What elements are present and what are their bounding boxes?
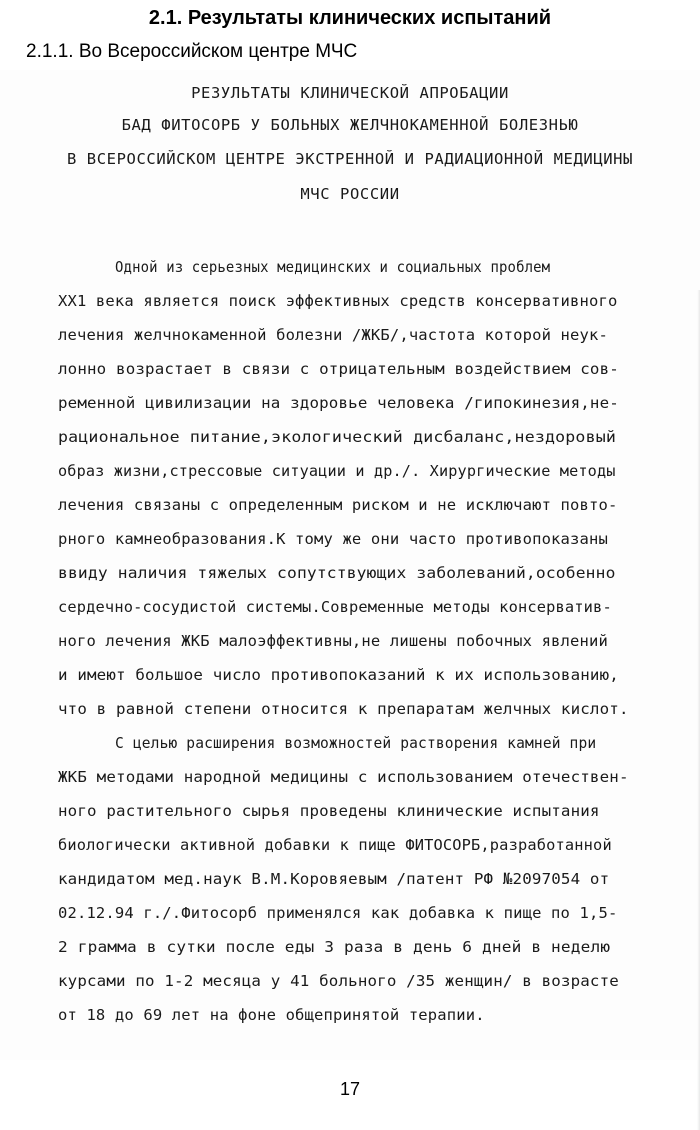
- body-line: ного лечения ЖКБ малоэффективны,не лишены побочных явлений: [58, 632, 608, 650]
- body-line: Одной из серьезных медицинских и социальных проблем: [115, 258, 551, 276]
- body-line: образ жизни,стрессовые ситуации и др./. Хирургические методы: [58, 462, 616, 480]
- section-heading: 2.1. Результаты клинических испытаний: [148, 7, 552, 29]
- body-line: С целью расширения возможностей растворения камней при: [115, 734, 597, 752]
- body-line: и имеют большое число противопоказаний к их использованию,: [58, 666, 619, 684]
- body-line: лонно возрастает в связи с отрицательным воздействием сов-: [58, 360, 619, 378]
- body-line: рного камнеобразования.К тому же они часто противопоказаны: [58, 530, 608, 548]
- body-line: ХХ1 века является поиск эффективных средств консервативного: [58, 292, 618, 310]
- body-line: биологически активной добавки к пище ФИТОСОРБ,разработанной: [58, 836, 612, 854]
- body-line: что в равной степени относится к препаратам желчных кислот.: [58, 700, 629, 718]
- body-line: лечения связаны с определенным риском и не исключают повто-: [58, 496, 618, 514]
- scanned-document: [0, 70, 700, 1060]
- body-line: ременной цивилизации на здоровье человека /гипокинезия,не-: [58, 394, 619, 412]
- body-line: ного растительного сырья проведены клинические испытания: [58, 802, 600, 820]
- body-line: рациональное питание,экологический дисбаланс,нездоровый: [58, 428, 617, 446]
- body-line: от 18 до 69 лет на фоне общепринятой терапии.: [58, 1006, 485, 1024]
- document-title-line: РЕЗУЛЬТАТЫ КЛИНИЧЕСКОЙ АПРОБАЦИИ: [191, 84, 509, 102]
- body-line: ввиду наличия тяжелых сопутствующих заболеваний,особенно: [58, 564, 616, 582]
- body-line: лечения желчнокаменной болезни /ЖКБ/,частота которой неук-: [58, 326, 608, 344]
- body-line: кандидатом мед.наук В.М.Коровяевым /патент РФ №2097054 от: [58, 870, 610, 888]
- body-line: сердечно-сосудистой системы.Современные методы консерватив-: [58, 598, 612, 616]
- subsection-heading: 2.1.1. Во Всероссийском центре МЧС: [26, 41, 358, 62]
- document-title-line: В ВСЕРОССИЙСКОМ ЦЕНТРЕ ЭКСТРЕННОЙ И РАДИАЦИОННОЙ МЕДИЦИНЫ: [66, 150, 634, 168]
- document-title-line: БАД ФИТОСОРБ У БОЛЬНЫХ ЖЕЛЧНОКАМЕННОЙ БОЛЕЗНЬЮ: [121, 116, 579, 134]
- body-line: 02.12.94 г./.Фитосорб применялся как добавка к пище по 1,5-: [58, 904, 618, 922]
- document-title-line: МЧС РОССИИ: [300, 185, 400, 203]
- body-line: 2 грамма в сутки после еды 3 раза в день 6 дней в неделю: [58, 938, 611, 956]
- body-line: ЖКБ методами народной медицины с использованием отечествен-: [58, 768, 629, 786]
- page-number: 17: [339, 1079, 361, 1099]
- body-line: курсами по 1-2 месяца у 41 больного /35 женщин/ в возрасте: [58, 972, 619, 990]
